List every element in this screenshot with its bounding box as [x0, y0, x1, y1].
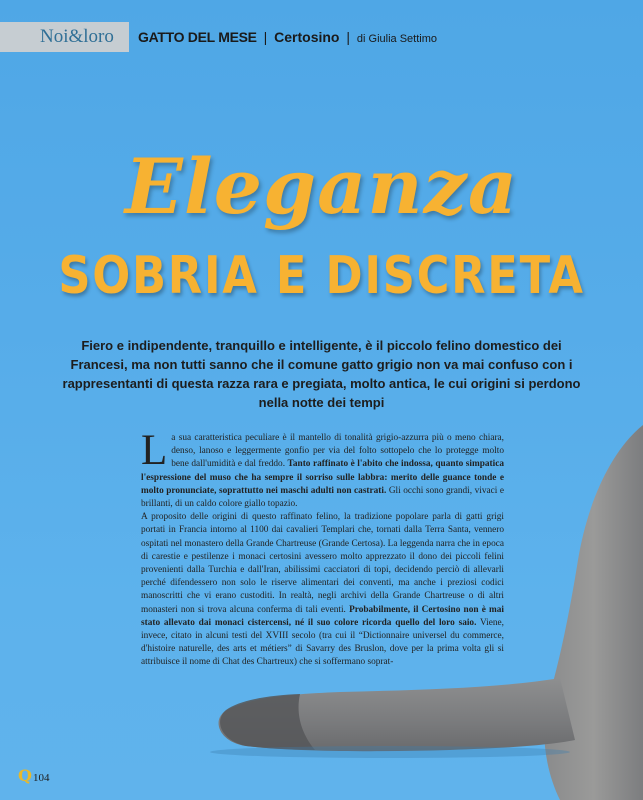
article-text: a sua caratteristica peculiare è il mantello di tonalità grigio-azzurra più o meno chiara, denso, lanoso e leggermente gonfio per via del folto sottopelo che lo protegge molto bene dall'umidità e dal freddo. — [171, 433, 504, 470]
magazine-logo-icon: Q — [18, 766, 32, 785]
title-subtitle: SOBRIA E DISCRETA — [58, 246, 585, 306]
header-separator-2: | — [346, 29, 351, 45]
article-text: A proposito delle origini di questo raffinato felino, la tradizione popolare parla di gatti grigi portati in Francia intorno al 1100 dai cavalieri Templari che, tornati dalla Terra Santa, vennero ospitati nel monastero della Grande Chartreuse (Grande Certosa). La leggenda narra che in epoca di carestie e pestilenze i monaci certosini avessero molto apprezzato il dono dei piccoli felini provenienti dalla Turchia e dall'Iran, abilissimi cacciatori di topi, decidendo perciò di allevarli perché difendessero non solo le riserve alimentari dei conventi, ma anche i preziosi codici manoscritti che vi erano custoditi. In realtà, negli archivi della Grande Chartreuse o di altri monasteri non si trova alcuna conferma di tali eventi. — [141, 512, 504, 615]
lead-paragraph: Fiero e indipendente, tranquillo e intelligente, è il piccolo felino domestico dei Francesi, ma non tutti sanno che il comune gatto grigio non va mai confuso con i rappresentanti di questa razza rara e pregiata, molto antica, le cui origini si perdono nella notte dei tempi — [62, 338, 581, 410]
page-header — [0, 22, 643, 52]
article-text: Gli occhi sono grandi, vivaci e brillanti, di un caldo colore giallo topazio. — [141, 485, 504, 510]
page-footer — [18, 766, 49, 786]
drop-cap: L — [141, 427, 168, 474]
header-separator: | — [263, 29, 268, 45]
article-text-bold: Tanto raffinato è l'abito che indossa, quanto simpatica l'espressione del muso che ha sempre il sorriso sulle labbra: merito delle guance tonde e molto pronunciate, soprattutto nei maschi adulti non castrati. — [141, 459, 504, 496]
rubric-title: GATTO DEL MESE — [138, 29, 257, 45]
breed-name: Certosino — [274, 29, 340, 45]
page-number: 104 — [32, 772, 50, 784]
title-script: Eleganza — [124, 142, 519, 231]
article-text-bold: Probabilmente, il Certosino non è mai stato allevato dai monaci cistercensi, né il suo colore ricorda quello del loro saio. — [141, 604, 504, 628]
author-byline: di Giulia Settimo — [356, 33, 437, 45]
article-text: Viene, invece, citato in alcuni testi del XVIII secolo (tra cui il “Dictionnaire universel du commerce, d'histoire naturelle, des arts et métiers” di Savarry des Bruslon, dove per la prima volta gli si attribuisce il nome di Chat des Chartreux) che si soffermano soprat- — [141, 617, 504, 668]
header-rubric-line — [138, 22, 437, 52]
article-body — [141, 427, 504, 670]
section-label: Noi&loro — [0, 22, 129, 52]
